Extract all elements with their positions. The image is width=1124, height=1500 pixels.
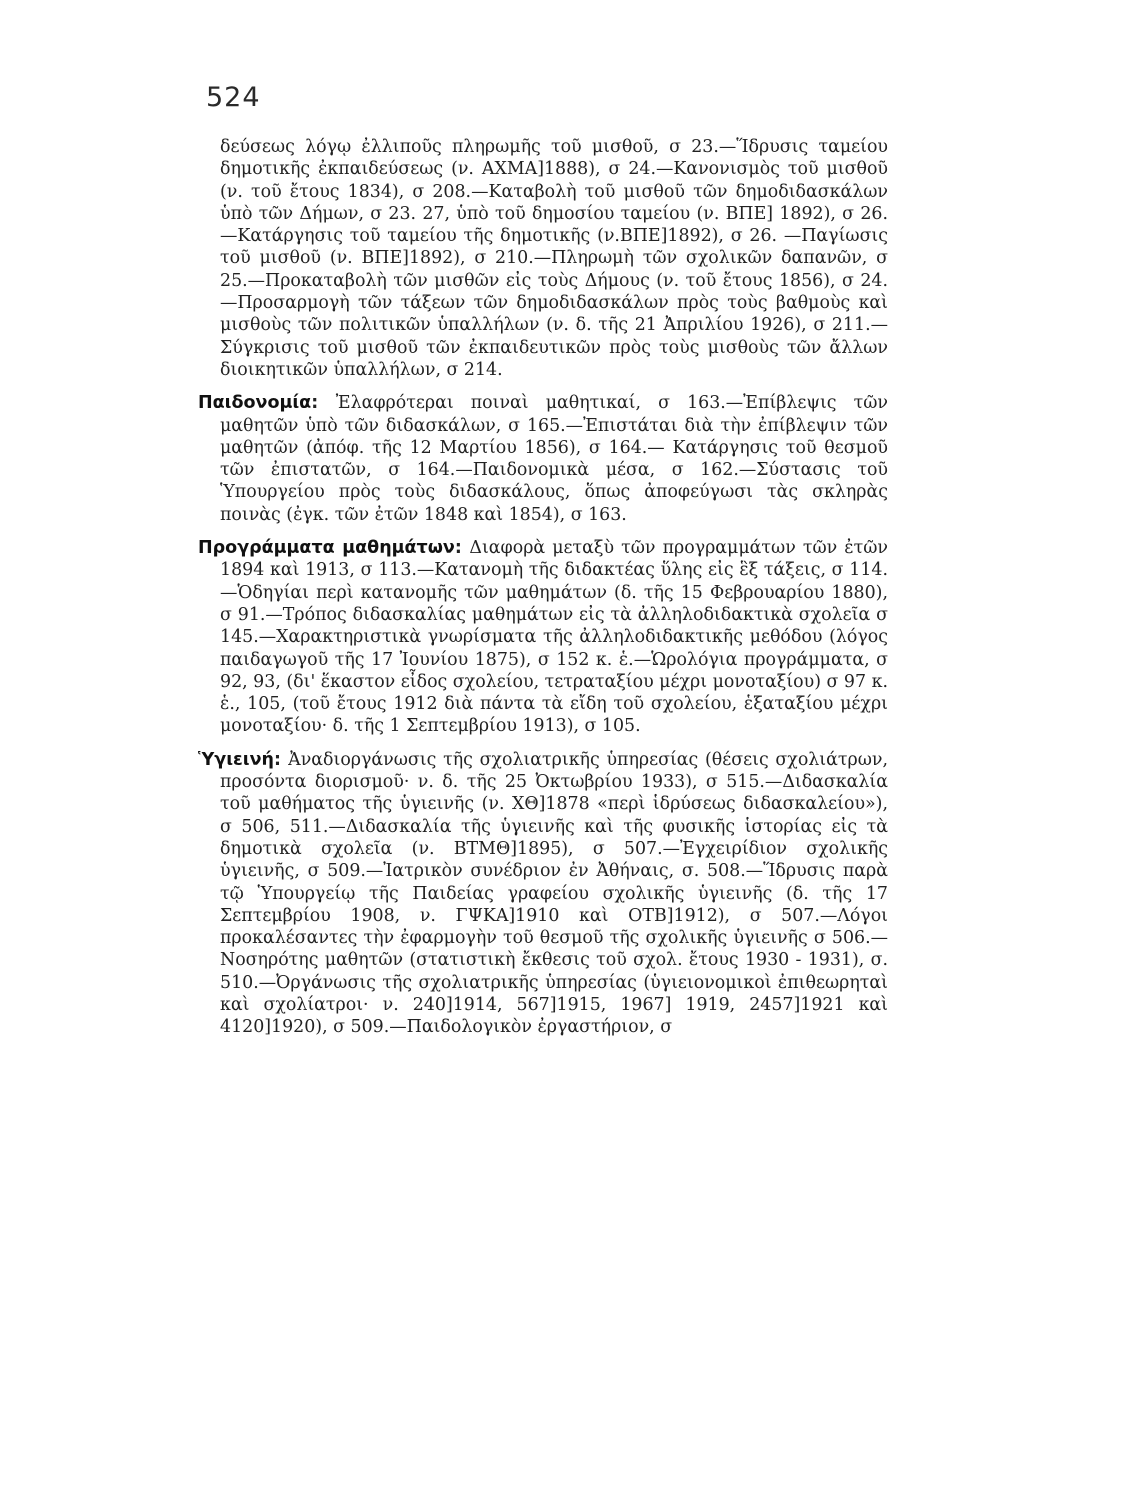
entry-text: Ἀναδιοργάνωσις τῆς σχολιατρικῆς ὑπηρεσίας (θέσεις σχολιάτρων, προσόντα διορισμοῦ· ν. δ. τῆς 25 Ὀκτωβρίου 1933), σ 515.—Διδασκαλία τοῦ μαθήματος τῆς ὑγιεινῆς (ν. ΧΘ]1878 «περὶ ἱδρύσεως διδασκαλείου»), σ 506, 511.—Διδασκαλία τῆς ὑγιεινῆς καὶ τῆς φυσικῆς ἱστορίας εἰς τὰ δημοτικὰ σχολεῖα (ν. ΒΤΜΘ]1895), σ 507.—Ἐγχειρίδιον σχολικῆς ὑγιεινῆς, σ 509.—Ἰατρικὸν συνέδριον ἐν Ἀθήναις, σ. 508.—Ἵδρυσις παρὰ τῷ Ὑπουργείῳ τῆς Παιδείας γραφείου σχολικῆς ὑγιεινῆς (δ. τῆς 17 Σεπτεμβρίου 1908, ν. ΓΨΚΑ]1910 καὶ ΟΤΒ]1912), σ 507.—Λόγοι προκαλέσαντες τὴν ἐφαρμογὴν τοῦ θεσμοῦ τῆς σχολικῆς ὑγιεινῆς σ 506.—Νοσηρότης μαθητῶν (στατιστικὴ ἔκθεσις τοῦ σχολ. ἔτους 1930 - 1931), σ. 510.—Ὀργάνωσις τῆς σχολιατρικῆς ὑπηρεσίας (ὑγιειονομικοὶ ἐπιθεωρηταὶ καὶ σχολίατροι· ν. 240]1914, 567]1915, 1967] 1919, 2457]1921 καὶ 4120]1920), σ 509.—Παιδολογικὸν ἐργαστήριον, σ — [220, 749, 888, 1038]
entry-text: Ἐλαφρότεραι ποιναὶ μαθητικαί, σ 163.—Ἐπίβλεψις τῶν μαθητῶν ὑπὸ τῶν διδασκάλων, σ 165.—Ἐπιστάται διὰ τὴν ἐπίβλεψιν τῶν μαθητῶν (ἀπόφ. τῆς 12 Μαρτίου 1856), σ 164.— Κατάργησις τοῦ θεσμοῦ τῶν ἐπιστατῶν, σ 164.—Παιδονομικὰ μέσα, σ 162.—Σύστασις τοῦ Ὑπουργείου πρὸς τοὺς διδασκάλους, ὅπως ἀποφεύγωσι τὰς σκληρὰς ποινὰς (ἐγκ. τῶν ἐτῶν 1848 καὶ 1854), σ 163. — [220, 393, 889, 525]
entry-text: Διαφορὰ μεταξὺ τῶν προγραμμάτων τῶν ἐτῶν 1894 καὶ 1913, σ 113.—Κατανομὴ τῆς διδακτέας ὕλης εἰς ἓξ τάξεις, σ 114.—Ὁδηγίαι περὶ κατανομῆς τῶν μαθημάτων (δ. τῆς 15 Φεβρουαρίου 1880), σ 91.—Τρόπος διδασκαλίας μαθημάτων εἰς τὰ ἀλληλοδιδακτικὰ σχολεῖα σ 145.—Χαρακτηριστικὰ γνωρίσματα τῆς ἀλληλοδιδακτικῆς μεθόδου (λόγος παιδαγωγοῦ τῆς 17 Ἰουνίου 1875), σ 152 κ. ἑ.—Ὡρολόγια προγράμματα, σ 92, 93, (δι' ἕκαστον εἶδος σχολείου, τετραταξίου μέχρι μονοταξίου) σ 97 κ. ἑ., 105, (τοῦ ἔτους 1912 διὰ πάντα τὰ εἴδη τοῦ σχολείου, ἑξαταξίου μέχρι μονοταξίου· δ. τῆς 1 Σεπτεμβρίου 1913), σ 105. — [220, 538, 888, 737]
entry-term: Παιδονομία — [198, 393, 312, 414]
entry-term: Προγράμματα μαθημάτων — [198, 538, 455, 559]
term-colon: : — [273, 749, 289, 770]
index-body — [198, 136, 888, 1039]
term-colon: : — [454, 538, 470, 559]
index-entry-continuation — [198, 136, 888, 381]
term-colon: : — [311, 393, 336, 414]
entry-text: δεύσεως λόγῳ ἐλλιποῦς πληρωμῆς τοῦ μισθοῦ, σ 23.—Ἵδρυσις ταμείου δημοτικῆς ἐκπαιδεύσεως (ν. ΑΧΜΑ]1888), σ 24.—Κανονισμὸς τοῦ μισθοῦ (ν. τοῦ ἔτους 1834), σ 208.—Καταβολὴ τοῦ μισθοῦ τῶν δημοδιδασκάλων ὑπὸ τῶν Δήμων, σ 23. 27, ὑπὸ τοῦ δημοσίου ταμείου (ν. ΒΠΕ] 1892), σ 26.—Κατάργησις τοῦ ταμείου τῆς δημοτικῆς (ν.ΒΠΕ]1892), σ 26. —Παγίωσις τοῦ μισθοῦ (ν. ΒΠΕ]1892), σ 210.—Πληρωμὴ τῶν σχολικῶν δαπανῶν, σ 25.—Προκαταβολὴ τῶν μισθῶν εἰς τοὺς Δήμους (ν. τοῦ ἔτους 1856), σ 24.—Προσαρμογὴ τῶν τάξεων τῶν δημοδιδασκάλων πρὸς τοὺς βαθμοὺς καὶ μισθοὺς τῶν πολιτικῶν ὑπαλλήλων (ν. δ. τῆς 21 Ἀπριλίου 1926), σ 211.—Σύγκρισις τοῦ μισθοῦ τῶν ἐκπαιδευτικῶν πρὸς τοὺς μισθοὺς τῶν ἄλλων διοικητικῶν ὑπαλλήλων, σ 214. — [220, 137, 888, 380]
page-number: 524 — [206, 82, 261, 113]
index-entry-paidonomia — [198, 392, 888, 526]
entry-term: Ὑγιεινή — [198, 749, 274, 770]
index-entry-programmata — [198, 537, 888, 738]
index-entry-ygieini — [198, 749, 888, 1039]
